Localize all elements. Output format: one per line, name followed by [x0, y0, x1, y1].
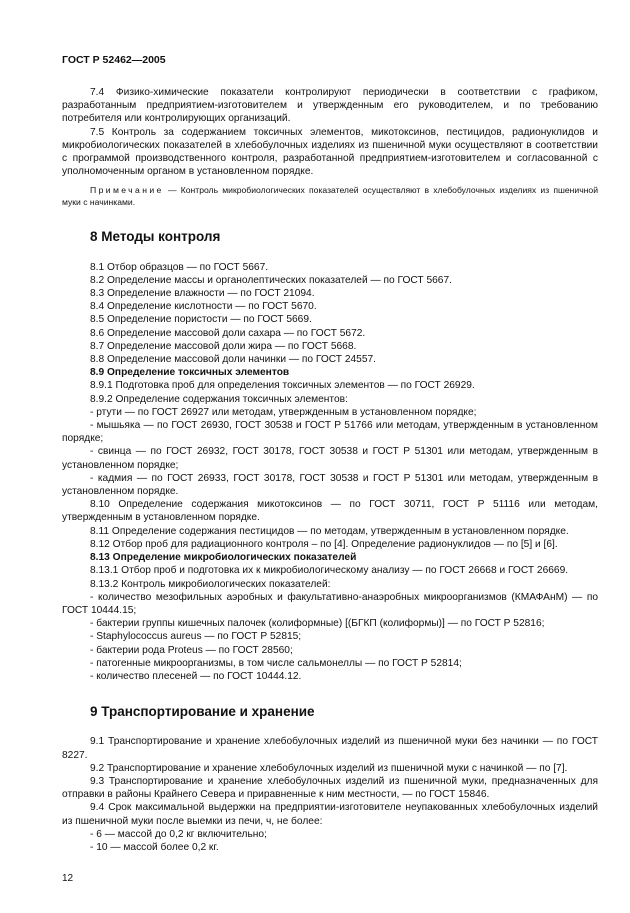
section8-line: - ртути — по ГОСТ 26927 или методам, утвержденным в установленном порядке; — [90, 406, 477, 418]
section8-line: 8.1 Отбор образцов — по ГОСТ 5667. — [90, 261, 269, 273]
section8-line: 8.10 Определение содержания микотоксинов — по ГОСТ 30711, ГОСТ Р 51116 или методам, утвержденным в установленном порядке. — [62, 499, 598, 524]
section8-line: - свинца — по ГОСТ 26932, ГОСТ 30178, ГОСТ 30538 и ГОСТ Р 51301 или методам, утвержденным в установленном порядке; — [62, 446, 598, 471]
section8-line: 8.2 Определение массы и органолептических показателей — по ГОСТ 5667. — [90, 274, 452, 286]
section9-line: 9.3 Транспортирование и хранение хлебобулочных изделий из пшеничной муки, предназначенных для отправки в районы Крайнего Севера и приравненные к ним местности, — по ГОСТ 15846. — [62, 775, 598, 801]
section8-line: - бактерии группы кишечных палочек (колиформные) [(БГКП (колиформы)] — по ГОСТ Р 52816; — [90, 618, 545, 630]
section-9-body — [62, 735, 598, 854]
document-body — [62, 86, 598, 854]
section8-line: 8.3 Определение влажности — по ГОСТ 21094. — [90, 288, 315, 300]
section8-line: 8.8 Определение массовой доли начинки — по ГОСТ 24557. — [90, 354, 377, 366]
section9-line: - 10 — массой более 0,2 кг. — [90, 841, 219, 853]
section8-line: - бактерии рода Proteus — по ГОСТ 28560; — [90, 644, 293, 656]
section8-line: 8.9.1 Подготовка проб для определения токсичных элементов — по ГОСТ 26929. — [90, 380, 475, 392]
section8-line: 8.9 Определение токсичных элементов — [90, 367, 290, 379]
section9-line: - 6 — массой до 0,2 кг включительно; — [90, 828, 267, 840]
note-text: — Контроль микробиологических показателей осуществляют в хлебобулочных изделиях из пшеничной муки с начинками. — [62, 185, 598, 208]
section8-line: 8.9.2 Определение содержания токсичных элементов: — [90, 393, 348, 405]
paragraph-7-5: 7.5 Контроль за содержанием токсичных элементов, микотоксинов, пестицидов, радионуклидов и микробиологических показателей в хлебобулочных изделиях из пшеничной муки осуществляют в соответствии с программой производственного контроля, разработанной предприятием-изготовителем и согласованной с уполномоченным органом в установленном порядке. — [62, 126, 598, 178]
section8-line: 8.11 Определение содержания пестицидов — по методам, утвержденным в установленном порядке. — [90, 525, 569, 537]
section8-line: 8.13.2 Контроль микробиологических показателей: — [90, 578, 331, 590]
section-8-body — [62, 261, 598, 684]
section9-line: 9.2 Транспортирование и хранение хлебобулочных изделий из пшеничной муки с начинкой — по [7]. — [90, 762, 568, 774]
section9-line: 9.1 Транспортирование и хранение хлебобулочных изделий из пшеничной муки без начинки — по ГОСТ 8227. — [62, 736, 598, 761]
section8-line: 8.7 Определение массовой доли жира — по ГОСТ 5668. — [90, 340, 357, 352]
note-label: Примечание — [90, 185, 164, 196]
section8-line: 8.5 Определение пористости — по ГОСТ 5669. — [90, 314, 312, 326]
section8-line: 8.6 Определение массовой доли сахара — по ГОСТ 5672. — [90, 327, 366, 339]
section-9-heading: 9 Транспортирование и хранение — [90, 704, 315, 720]
section8-line: - патогенные микроорганизмы, в том числе сальмонеллы — по ГОСТ Р 52814; — [90, 657, 462, 669]
paragraph-7-4: 7.4 Физико-химические показатели контролируют периодически в соответствии с графиком, разработанным предприятием-изготовителем и утвержденным его руководителем, и по требованию потребителя или контролирующих организаций. — [62, 87, 598, 125]
section8-line: 8.13 Определение микробиологических показателей — [90, 552, 357, 564]
section8-line: 8.4 Определение кислотности — по ГОСТ 5670. — [90, 301, 317, 313]
section8-line: 8.12 Отбор проб для радиационного контроля – по [4]. Определение радионуклидов — по [5] и [6]. — [90, 538, 558, 550]
section8-line: - мышьяка — по ГОСТ 26930, ГОСТ 30538 и ГОСТ Р 51766 или методам, утвержденным в установленном порядке; — [62, 420, 598, 445]
section8-line: - количество мезофильных аэробных и факультативно-анаэробных микроорганизмов (КМАФАнМ) — по ГОСТ 10444.15; — [62, 591, 598, 616]
section8-line: 8.13.1 Отбор проб и подготовка их к микробиологическому анализу — по ГОСТ 26668 и ГОСТ 26669. — [90, 565, 569, 577]
section8-line: - кадмия — по ГОСТ 26933, ГОСТ 30178, ГОСТ 30538 и ГОСТ Р 51301 или методам, утвержденным в установленном порядке. — [62, 472, 598, 498]
page-number: 12 — [62, 873, 74, 884]
section8-line: - количество плесеней — по ГОСТ 10444.12. — [90, 670, 302, 682]
document-header: ГОСТ Р 52462—2005 — [62, 54, 166, 66]
note — [62, 184, 598, 208]
section-8-heading: 8 Методы контроля — [90, 229, 221, 245]
section8-line: - Staphylococcus aureus — по ГОСТ Р 52815; — [90, 631, 302, 643]
section9-line: 9.4 Срок максимальной выдержки на предприятии-изготовителе неупакованных хлебобулочных изделий из пшеничной муки после выемки из печи, ч, не более: — [62, 802, 598, 827]
